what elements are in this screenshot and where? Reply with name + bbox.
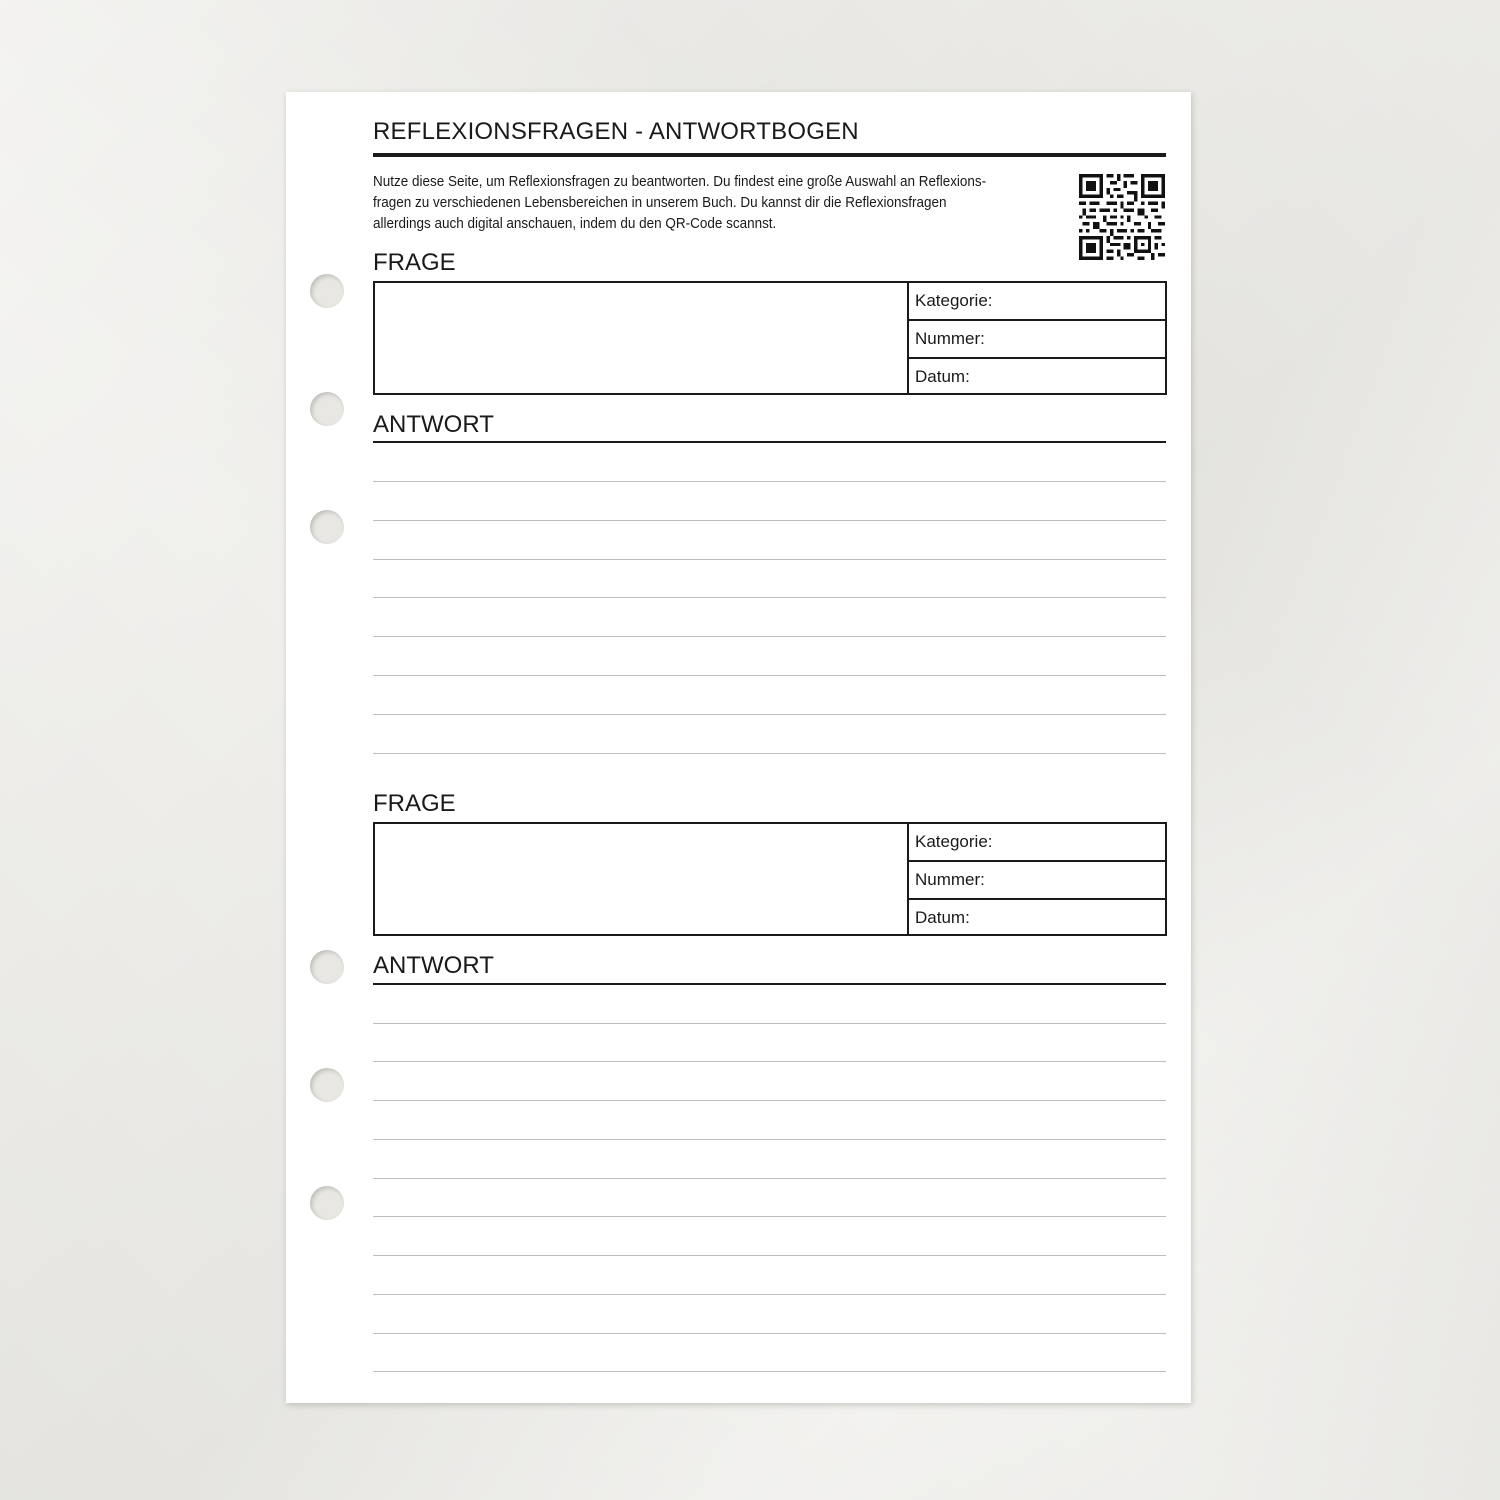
answer-line[interactable] bbox=[373, 1294, 1166, 1295]
title-divider bbox=[373, 153, 1166, 157]
question-input-area[interactable] bbox=[375, 283, 907, 393]
answer-label: ANTWORT bbox=[373, 411, 494, 438]
answer-divider bbox=[373, 441, 1166, 443]
page-title: REFLEXIONSFRAGEN - ANTWORTBOGEN bbox=[373, 118, 859, 145]
qr-code-icon[interactable] bbox=[1079, 174, 1165, 260]
binder-hole bbox=[310, 392, 344, 426]
date-field[interactable]: Datum: bbox=[915, 367, 970, 386]
binder-hole bbox=[310, 1186, 344, 1220]
answer-label: ANTWORT bbox=[373, 952, 494, 979]
binder-hole bbox=[310, 510, 344, 544]
answer-line[interactable] bbox=[373, 520, 1166, 521]
question-box bbox=[373, 822, 1167, 936]
question-label: FRAGE bbox=[373, 790, 456, 817]
answer-sheet bbox=[286, 92, 1191, 1403]
date-field[interactable]: Datum: bbox=[915, 908, 970, 927]
answer-divider bbox=[373, 983, 1166, 985]
question-input-area[interactable] bbox=[375, 824, 907, 934]
binder-hole bbox=[310, 274, 344, 308]
binder-hole bbox=[310, 950, 344, 984]
answer-line[interactable] bbox=[373, 1100, 1166, 1101]
answer-line[interactable] bbox=[373, 559, 1166, 560]
answer-line[interactable] bbox=[373, 1023, 1166, 1024]
answer-line[interactable] bbox=[373, 675, 1166, 676]
answer-line[interactable] bbox=[373, 714, 1166, 715]
number-field[interactable]: Nummer: bbox=[909, 321, 1167, 359]
answer-line[interactable] bbox=[373, 1255, 1166, 1256]
question-label: FRAGE bbox=[373, 249, 456, 276]
answer-line[interactable] bbox=[373, 481, 1166, 482]
answer-line[interactable] bbox=[373, 1333, 1166, 1334]
answer-line[interactable] bbox=[373, 1139, 1166, 1140]
intro-line: allerdings auch digital anschauen, indem du den QR-Code scannst. bbox=[373, 216, 777, 232]
answer-line[interactable] bbox=[373, 1178, 1166, 1179]
number-field[interactable]: Nummer: bbox=[909, 862, 1167, 900]
intro-line: Nutze diese Seite, um Reflexionsfragen zu beantworten. Du findest eine große Auswahl an Reflexions- bbox=[373, 174, 987, 190]
answer-line[interactable] bbox=[373, 753, 1166, 754]
answer-line[interactable] bbox=[373, 1216, 1166, 1217]
question-meta bbox=[907, 283, 1167, 393]
category-field[interactable]: Kategorie: bbox=[909, 283, 1167, 321]
answer-line[interactable] bbox=[373, 597, 1166, 598]
answer-line[interactable] bbox=[373, 1061, 1166, 1062]
category-field[interactable]: Kategorie: bbox=[909, 824, 1167, 862]
answer-line[interactable] bbox=[373, 636, 1166, 637]
intro-text bbox=[373, 172, 1001, 235]
question-box bbox=[373, 281, 1167, 395]
intro-line: fragen zu verschiedenen Lebensbereichen in unserem Buch. Du kannst dir die Reflexionsfragen bbox=[373, 195, 947, 211]
answer-line[interactable] bbox=[373, 1371, 1166, 1372]
question-meta bbox=[907, 824, 1167, 934]
binder-hole bbox=[310, 1068, 344, 1102]
